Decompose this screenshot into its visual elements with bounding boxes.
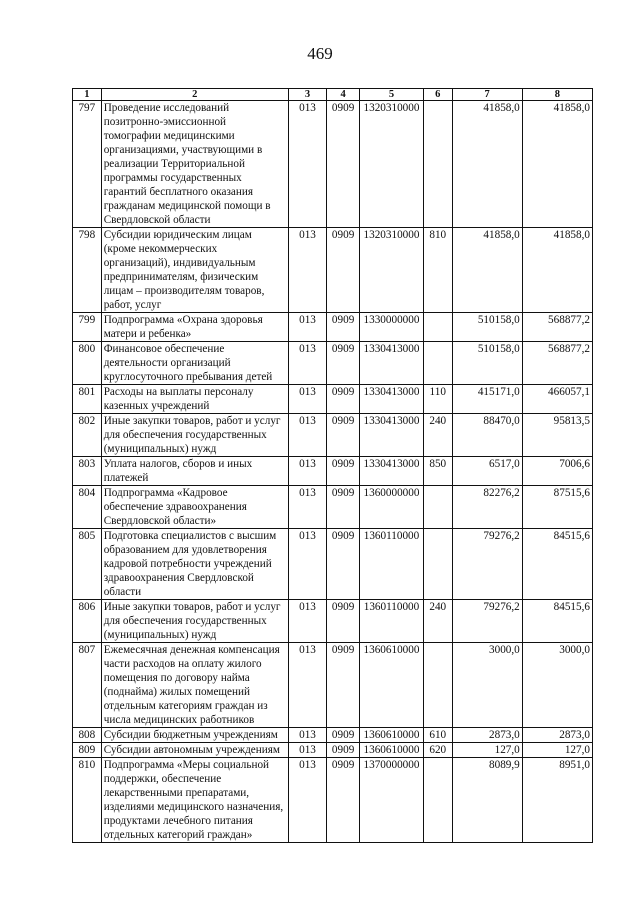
ministry-code: 013 — [288, 758, 326, 843]
section-code: 0909 — [327, 414, 360, 457]
amount-year-1: 510158,0 — [452, 342, 522, 385]
header-cell-1: 1 — [73, 89, 102, 101]
table-row — [73, 313, 593, 342]
target-article-code: 1330413000 — [360, 414, 424, 457]
section-code: 0909 — [327, 342, 360, 385]
expense-type-code: 240 — [423, 600, 452, 643]
section-code: 0909 — [327, 600, 360, 643]
row-number: 800 — [73, 342, 102, 385]
table-row — [73, 101, 593, 228]
header-cell-6: 6 — [423, 89, 452, 101]
amount-year-1: 510158,0 — [452, 313, 522, 342]
expense-type-code: 110 — [423, 385, 452, 414]
section-code: 0909 — [327, 758, 360, 843]
section-code: 0909 — [327, 101, 360, 228]
budget-table — [72, 88, 593, 843]
amount-year-2: 3000,0 — [522, 643, 592, 728]
table-row — [73, 728, 593, 743]
table-row — [73, 414, 593, 457]
ministry-code: 013 — [288, 728, 326, 743]
row-number: 797 — [73, 101, 102, 228]
expense-type-code: 610 — [423, 728, 452, 743]
amount-year-2: 466057,1 — [522, 385, 592, 414]
target-article-code: 1330413000 — [360, 342, 424, 385]
ministry-code: 013 — [288, 101, 326, 228]
table-row — [73, 457, 593, 486]
page-number: 469 — [307, 44, 333, 63]
section-code: 0909 — [327, 728, 360, 743]
target-article-code: 1360110000 — [360, 529, 424, 600]
header-cell-7: 7 — [452, 89, 522, 101]
expense-type-code — [423, 486, 452, 529]
row-number: 805 — [73, 529, 102, 600]
expense-type-code: 620 — [423, 743, 452, 758]
section-code: 0909 — [327, 313, 360, 342]
amount-year-2: 2873,0 — [522, 728, 592, 743]
table-row — [73, 385, 593, 414]
row-number: 801 — [73, 385, 102, 414]
expense-type-code — [423, 529, 452, 600]
row-description: Финансовое обеспечение деятельности организаций круглосуточного пребывания детей — [101, 342, 288, 385]
amount-year-2: 84515,6 — [522, 600, 592, 643]
target-article-code: 1360610000 — [360, 643, 424, 728]
row-number: 806 — [73, 600, 102, 643]
target-article-code: 1330413000 — [360, 385, 424, 414]
row-number: 809 — [73, 743, 102, 758]
table-row — [73, 529, 593, 600]
row-description: Подпрограмма «Меры социальной поддержки, обеспечение лекарственными препаратами, изделиями медицинского назначения, продуктами лечебного питания отдельных категорий граждан» — [101, 758, 288, 843]
expense-type-code — [423, 313, 452, 342]
row-description: Субсидии автономным учреждениям — [101, 743, 288, 758]
amount-year-2: 41858,0 — [522, 228, 592, 313]
row-number: 799 — [73, 313, 102, 342]
row-description: Подготовка специалистов с высшим образованием для удовлетворения кадровой потребности учреждений здравоохранения Свердловской области — [101, 529, 288, 600]
row-number: 798 — [73, 228, 102, 313]
ministry-code: 013 — [288, 414, 326, 457]
header-cell-3: 3 — [288, 89, 326, 101]
row-number: 810 — [73, 758, 102, 843]
table-row — [73, 600, 593, 643]
row-description: Подпрограмма «Кадровое обеспечение здравоохранения Свердловской области» — [101, 486, 288, 529]
amount-year-1: 8089,9 — [452, 758, 522, 843]
ministry-code: 013 — [288, 486, 326, 529]
row-number: 808 — [73, 728, 102, 743]
target-article-code: 1330413000 — [360, 457, 424, 486]
amount-year-1: 41858,0 — [452, 101, 522, 228]
row-number: 803 — [73, 457, 102, 486]
ministry-code: 013 — [288, 529, 326, 600]
section-code: 0909 — [327, 643, 360, 728]
target-article-code: 1360610000 — [360, 743, 424, 758]
header-cell-2: 2 — [101, 89, 288, 101]
row-description: Иные закупки товаров, работ и услуг для обеспечения государственных (муниципальных) нужд — [101, 600, 288, 643]
amount-year-1: 2873,0 — [452, 728, 522, 743]
ministry-code: 013 — [288, 313, 326, 342]
target-article-code: 1370000000 — [360, 758, 424, 843]
ministry-code: 013 — [288, 600, 326, 643]
table-row — [73, 228, 593, 313]
amount-year-1: 79276,2 — [452, 600, 522, 643]
section-code: 0909 — [327, 457, 360, 486]
header-cell-5: 5 — [360, 89, 424, 101]
expense-type-code: 240 — [423, 414, 452, 457]
amount-year-1: 41858,0 — [452, 228, 522, 313]
expense-type-code — [423, 643, 452, 728]
row-description: Проведение исследований позитронно-эмиссионной томографии медицинскими организациями, участвующими в реализации Территориальной программы государственных гарантий бесплатного оказания гражданам медицинской помощи в Свердловской области — [101, 101, 288, 228]
row-description: Субсидии бюджетным учреждениям — [101, 728, 288, 743]
expense-type-code — [423, 342, 452, 385]
row-description: Подпрограмма «Охрана здоровья матери и ребенка» — [101, 313, 288, 342]
table-row — [73, 743, 593, 758]
target-article-code: 1360110000 — [360, 600, 424, 643]
section-code: 0909 — [327, 228, 360, 313]
expense-type-code — [423, 101, 452, 228]
row-description: Ежемесячная денежная компенсация части расходов на оплату жилого помещения по договору найма (поднайма) жилых помещений отдельным категориям граждан из числа медицинских работников — [101, 643, 288, 728]
table-row — [73, 643, 593, 728]
section-code: 0909 — [327, 486, 360, 529]
ministry-code: 013 — [288, 743, 326, 758]
section-code: 0909 — [327, 743, 360, 758]
row-description: Субсидии юридическим лицам (кроме некоммерческих организаций), индивидуальным предпринимателям, физическим лицам – производителям товаров, работ, услуг — [101, 228, 288, 313]
amount-year-1: 88470,0 — [452, 414, 522, 457]
row-description: Иные закупки товаров, работ и услуг для обеспечения государственных (муниципальных) нужд — [101, 414, 288, 457]
amount-year-1: 3000,0 — [452, 643, 522, 728]
amount-year-1: 79276,2 — [452, 529, 522, 600]
ministry-code: 013 — [288, 342, 326, 385]
amount-year-2: 568877,2 — [522, 342, 592, 385]
target-article-code: 1320310000 — [360, 228, 424, 313]
amount-year-1: 6517,0 — [452, 457, 522, 486]
target-article-code: 1360610000 — [360, 728, 424, 743]
amount-year-2: 127,0 — [522, 743, 592, 758]
row-description: Уплата налогов, сборов и иных платежей — [101, 457, 288, 486]
ministry-code: 013 — [288, 385, 326, 414]
amount-year-2: 41858,0 — [522, 101, 592, 228]
amount-year-1: 415171,0 — [452, 385, 522, 414]
section-code: 0909 — [327, 529, 360, 600]
row-number: 804 — [73, 486, 102, 529]
expense-type-code: 850 — [423, 457, 452, 486]
table-row — [73, 758, 593, 843]
header-cell-8: 8 — [522, 89, 592, 101]
amount-year-1: 127,0 — [452, 743, 522, 758]
ministry-code: 013 — [288, 228, 326, 313]
amount-year-2: 87515,6 — [522, 486, 592, 529]
row-number: 807 — [73, 643, 102, 728]
ministry-code: 013 — [288, 457, 326, 486]
target-article-code: 1320310000 — [360, 101, 424, 228]
amount-year-2: 568877,2 — [522, 313, 592, 342]
header-cell-4: 4 — [327, 89, 360, 101]
ministry-code: 013 — [288, 643, 326, 728]
expense-type-code — [423, 758, 452, 843]
expense-type-code: 810 — [423, 228, 452, 313]
amount-year-2: 8951,0 — [522, 758, 592, 843]
target-article-code: 1360000000 — [360, 486, 424, 529]
amount-year-1: 82276,2 — [452, 486, 522, 529]
table-row — [73, 486, 593, 529]
amount-year-2: 7006,6 — [522, 457, 592, 486]
row-number: 802 — [73, 414, 102, 457]
row-description: Расходы на выплаты персоналу казенных учреждений — [101, 385, 288, 414]
amount-year-2: 84515,6 — [522, 529, 592, 600]
target-article-code: 1330000000 — [360, 313, 424, 342]
section-code: 0909 — [327, 385, 360, 414]
table-header-row — [73, 89, 593, 101]
table-row — [73, 342, 593, 385]
table-body — [73, 101, 593, 843]
amount-year-2: 95813,5 — [522, 414, 592, 457]
